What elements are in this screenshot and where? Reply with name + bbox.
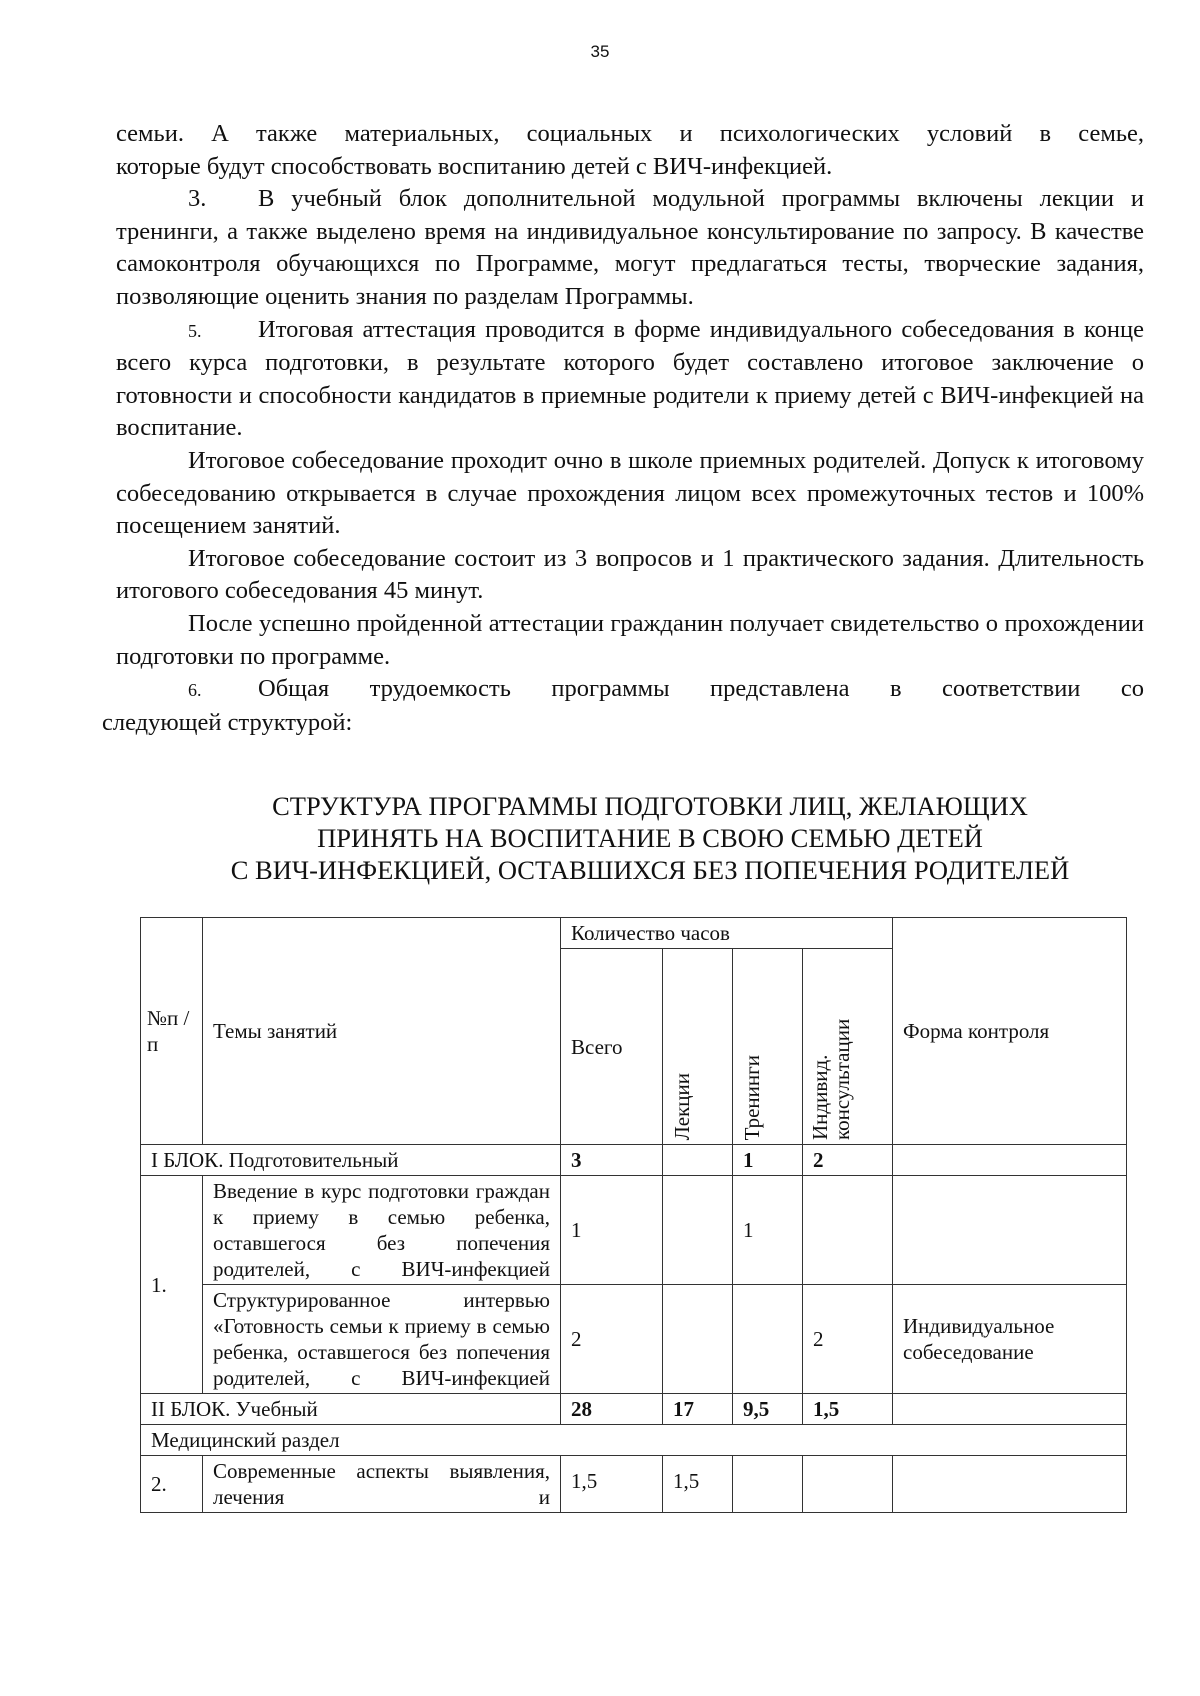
p1-line1: семьи. А также материальных, социальных и психологических условий в семье, [116, 120, 1144, 147]
row2-num: 2. [141, 1456, 203, 1513]
block2-lectures: 17 [663, 1394, 733, 1425]
p2-text: В учебный блок дополнительной модульной программы включены лекции и тренинги, а также выделено время на индивидуальное консультирование по запросу. В качестве самоконтроля обучающихся по Программе, могут предлагаться тесты, творческие задания, позволяющие оценить знания по разделам Программы. [116, 185, 1144, 310]
header-topic: Темы занятий [203, 918, 561, 1145]
section-medical: Медицинский раздел [141, 1425, 1127, 1456]
p7-number: 6. [188, 680, 202, 701]
row2-lectures: 1,5 [663, 1456, 733, 1513]
block1-total: 3 [561, 1145, 663, 1176]
block1-consult: 2 [803, 1145, 893, 1176]
body-text [102, 118, 1144, 739]
p3-text: Итоговая аттестация проводится в форме индивидуального собеседования в конце всего курса подготовки, в результате которого будет составлено итоговое заключение о готовности и способности кандидатов в приемные родители к приему детей с ВИЧ-инфекцией на воспитание. [116, 315, 1144, 442]
p7-line1: Общая трудоемкость программы представлена в соответствии со [258, 675, 1144, 703]
header-hours: Количество часов [561, 918, 893, 949]
row1a-topic: Введение в курс подготовки граждан к приему в семью ребенка, оставшегося без попечения родителей, с ВИЧ-инфекцией [203, 1176, 561, 1285]
block2-total: 28 [561, 1394, 663, 1425]
title-line1: СТРУКТУРА ПРОГРАММЫ ПОДГОТОВКИ ЛИЦ, ЖЕЛАЮЩИХ [272, 791, 1028, 821]
block2-control [893, 1394, 1127, 1425]
block2-trainings: 9,5 [733, 1394, 803, 1425]
header-total: Всего [561, 949, 663, 1145]
paragraph-1-cont [116, 151, 1144, 184]
row2-total: 1,5 [561, 1456, 663, 1513]
paragraph-6-cont [102, 707, 1144, 740]
block1-control [893, 1145, 1127, 1176]
table-row [141, 1456, 1127, 1513]
title-line3: С ВИЧ-ИНФЕКЦИЕЙ, ОСТАВШИХСЯ БЕЗ ПОПЕЧЕНИЯ РОДИТЕЛЕЙ [230, 855, 1070, 885]
paragraph-interview-structure [116, 543, 1144, 608]
structure-title [150, 790, 1150, 886]
paragraph-1 [116, 118, 1144, 151]
row1a-total: 1 [561, 1176, 663, 1285]
title-line2: ПРИНЯТЬ НА ВОСПИТАНИЕ В СВОЮ СЕМЬЮ ДЕТЕЙ [317, 823, 983, 853]
block2-label: II БЛОК. Учебный [141, 1394, 561, 1425]
row2-consult [803, 1456, 893, 1513]
paragraph-5 [116, 314, 1144, 445]
header-trainings-cell [733, 949, 803, 1145]
paragraph-final-interview [116, 445, 1144, 543]
row2-control [893, 1456, 1127, 1513]
header-control: Форма контроля [893, 918, 1127, 1145]
table-header-row-1 [141, 918, 1127, 949]
p4-text: Итоговое собеседование проходит очно в школе приемных родителей. Допуск к итоговому собеседованию открывается в случае прохождения лицом всех промежуточных тестов и 100% посещением занятий. [116, 446, 1144, 540]
p1-line2: которые будут способствовать воспитанию детей с ВИЧ-инфекцией. [116, 152, 833, 180]
p5-text: Итоговое собеседование состоит из 3 вопросов и 1 практического задания. Длительность итогового собеседования 45 минут. [116, 544, 1144, 605]
paragraph-3 [116, 183, 1144, 313]
row1b-consult: 2 [803, 1285, 893, 1394]
row1b-trainings [733, 1285, 803, 1394]
table-row [141, 1176, 1127, 1285]
block1-label: I БЛОК. Подготовительный [141, 1145, 561, 1176]
header-lectures: Лекции [670, 1072, 694, 1140]
row1a-consult [803, 1176, 893, 1285]
row1b-total: 2 [561, 1285, 663, 1394]
header-num: №п /п [141, 918, 203, 1145]
p6-text: После успешно пройденной аттестации гражданин получает свидетельство о прохождении подготовки по программе. [116, 609, 1144, 670]
block2-consult: 1,5 [803, 1394, 893, 1425]
header-consult-cell [803, 949, 893, 1145]
block2-row [141, 1394, 1127, 1425]
header-consult: Индивид. консультации [808, 1018, 854, 1140]
row1b-topic: Структурированное интервью «Готовность семьи к приему в семью ребенка, оставшегося без попечения родителей, с ВИЧ-инфекцией [203, 1285, 561, 1394]
row1a-control [893, 1176, 1127, 1285]
row2-topic: Современные аспекты выявления, лечения и [203, 1456, 561, 1513]
row1a-trainings: 1 [733, 1176, 803, 1285]
block1-trainings: 1 [733, 1145, 803, 1176]
table-row [141, 1285, 1127, 1394]
block1-lectures [663, 1145, 733, 1176]
row1-num: 1. [141, 1176, 203, 1394]
p7-line2: следующей структурой: [102, 708, 353, 736]
row1b-lectures [663, 1285, 733, 1394]
paragraph-certificate [116, 608, 1144, 673]
paragraph-6 [116, 673, 1144, 707]
header-trainings: Тренинги [740, 1054, 764, 1140]
row2-trainings [733, 1456, 803, 1513]
row1a-lectures [663, 1176, 733, 1285]
page-number: 35 [590, 42, 610, 61]
block1-row [141, 1145, 1127, 1176]
header-lectures-cell [663, 949, 733, 1145]
p2-number: 3. [188, 185, 207, 213]
p3-number: 5. [188, 320, 202, 341]
row1b-control: Индивидуальное собеседование [893, 1285, 1127, 1394]
structure-table [140, 917, 1127, 1513]
section-row [141, 1425, 1127, 1456]
